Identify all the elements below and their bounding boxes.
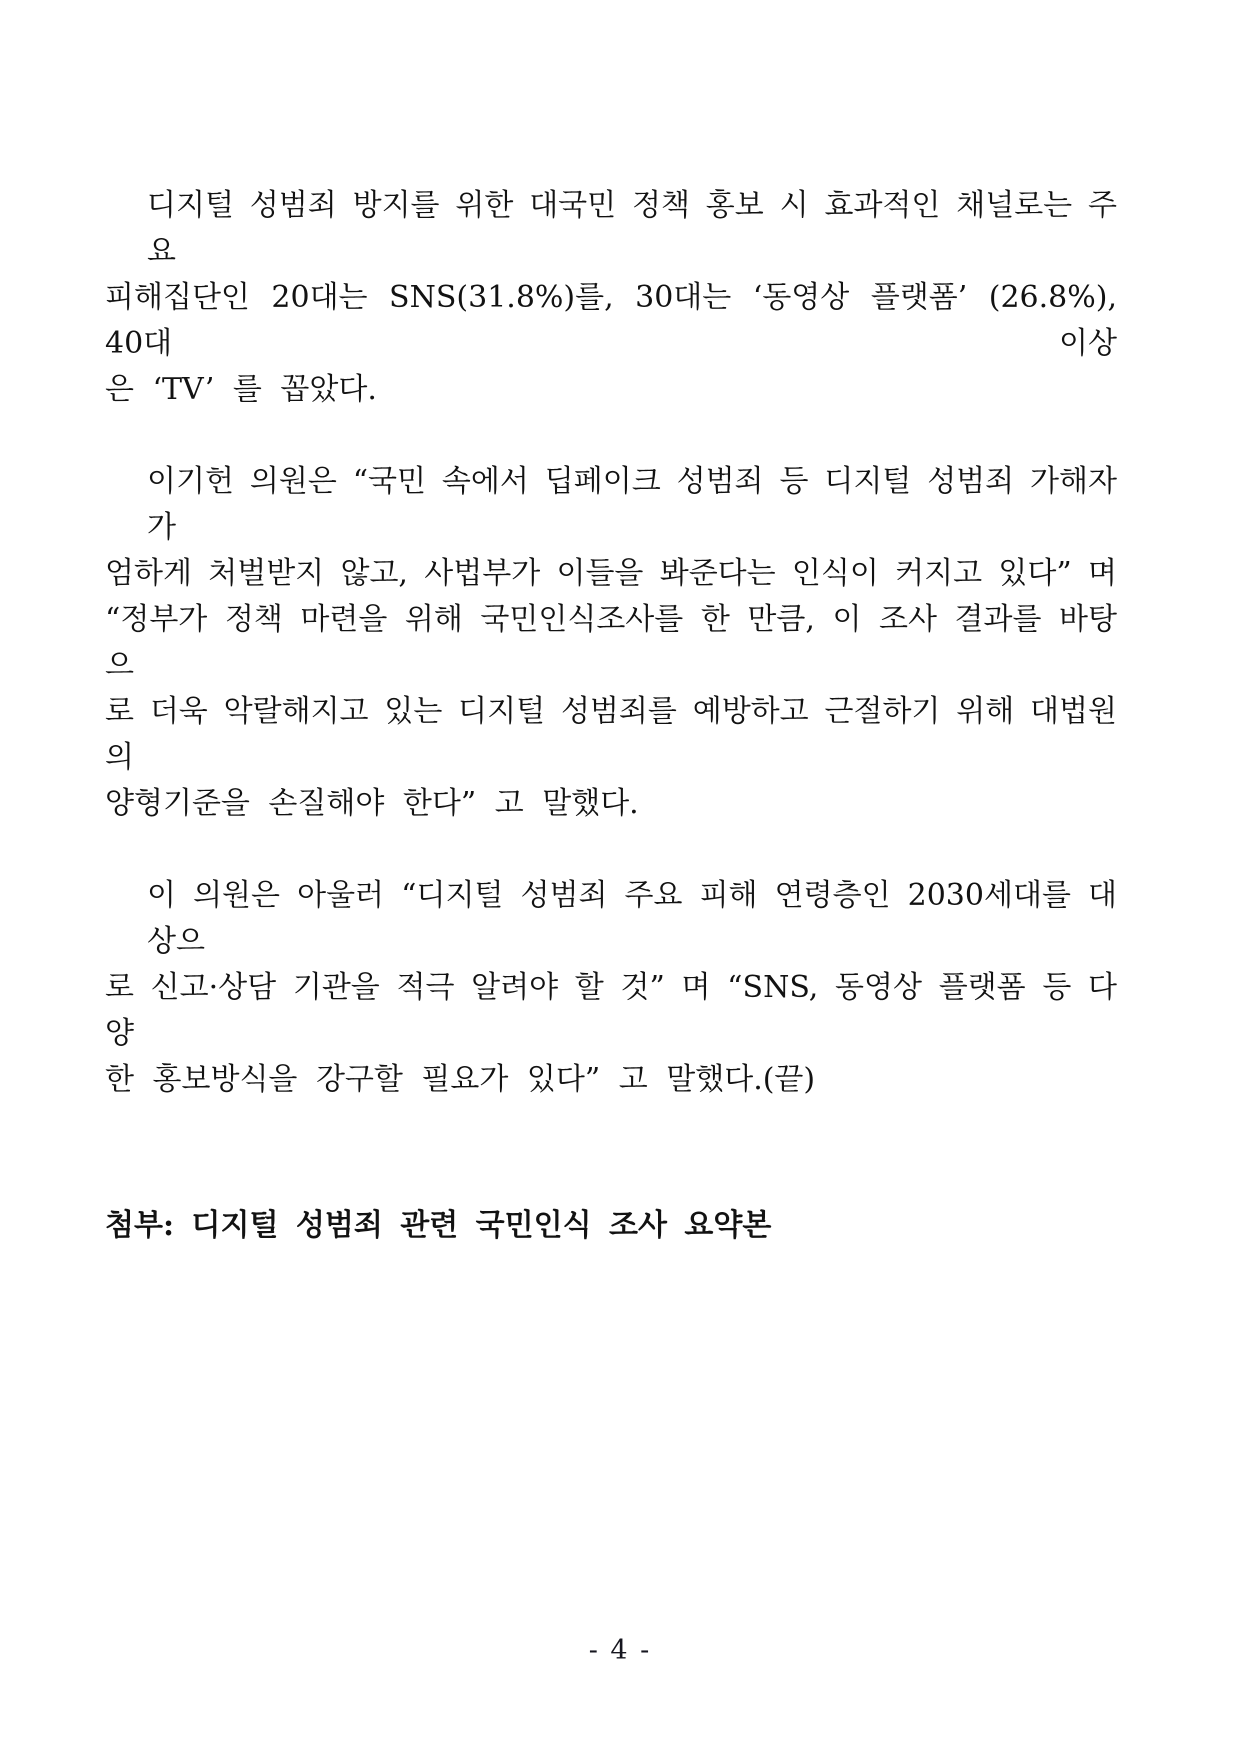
attachment-note: 첨부: 디지털 성범죄 관련 국민인식 조사 요약본 (105, 1208, 772, 1243)
text-line: 은 ‘TV’ 를 꼽았다. (105, 372, 377, 407)
text-line: 이기헌 의원은 “국민 속에서 딥페이크 성범죄 등 디지털 성범죄 가해자가 (147, 464, 1117, 545)
paragraph-quote-sentencing (105, 459, 1117, 827)
text-line: 엄하게 처벌받지 않고, 사법부가 이들을 봐준다는 인식이 커지고 있다” 며 (105, 556, 1117, 591)
text-line: 디지털 성범죄 방지를 위한 대국민 정책 홍보 시 효과적인 채널로는 주요 (147, 188, 1117, 269)
document-body (105, 183, 1117, 1249)
section-spacer (105, 1103, 1117, 1203)
text-line: 로 신고·상담 기관을 적극 알려야 할 것” 며 “SNS, 동영상 플랫폼 등 다양 (105, 970, 1117, 1051)
text-line: 피해집단인 20대는 SNS(31.8%)를, 30대는 ‘동영상 플랫폼’ (26.8%), 40대 이상 (105, 280, 1117, 361)
text-line: 이 의원은 아울러 “디지털 성범죄 주요 피해 연령층인 2030세대를 대상으 (147, 878, 1117, 959)
page-number: - 4 - (588, 1635, 652, 1666)
text-line: “정부가 정책 마련을 위해 국민인식조사를 한 만큼, 이 조사 결과를 바탕으 (105, 602, 1117, 683)
paragraph-spacer (105, 827, 1117, 873)
paragraph-quote-promotion (105, 873, 1117, 1103)
paragraph-spacer (105, 413, 1117, 459)
text-line: 양형기준을 손질해야 한다” 고 말했다. (105, 786, 639, 821)
paragraph-channels (105, 183, 1117, 413)
text-line: 로 더욱 악랄해지고 있는 디지털 성범죄를 예방하고 근절하기 위해 대법원의 (105, 694, 1117, 775)
text-line: 한 홍보방식을 강구할 필요가 있다” 고 말했다.(끝) (105, 1062, 816, 1097)
